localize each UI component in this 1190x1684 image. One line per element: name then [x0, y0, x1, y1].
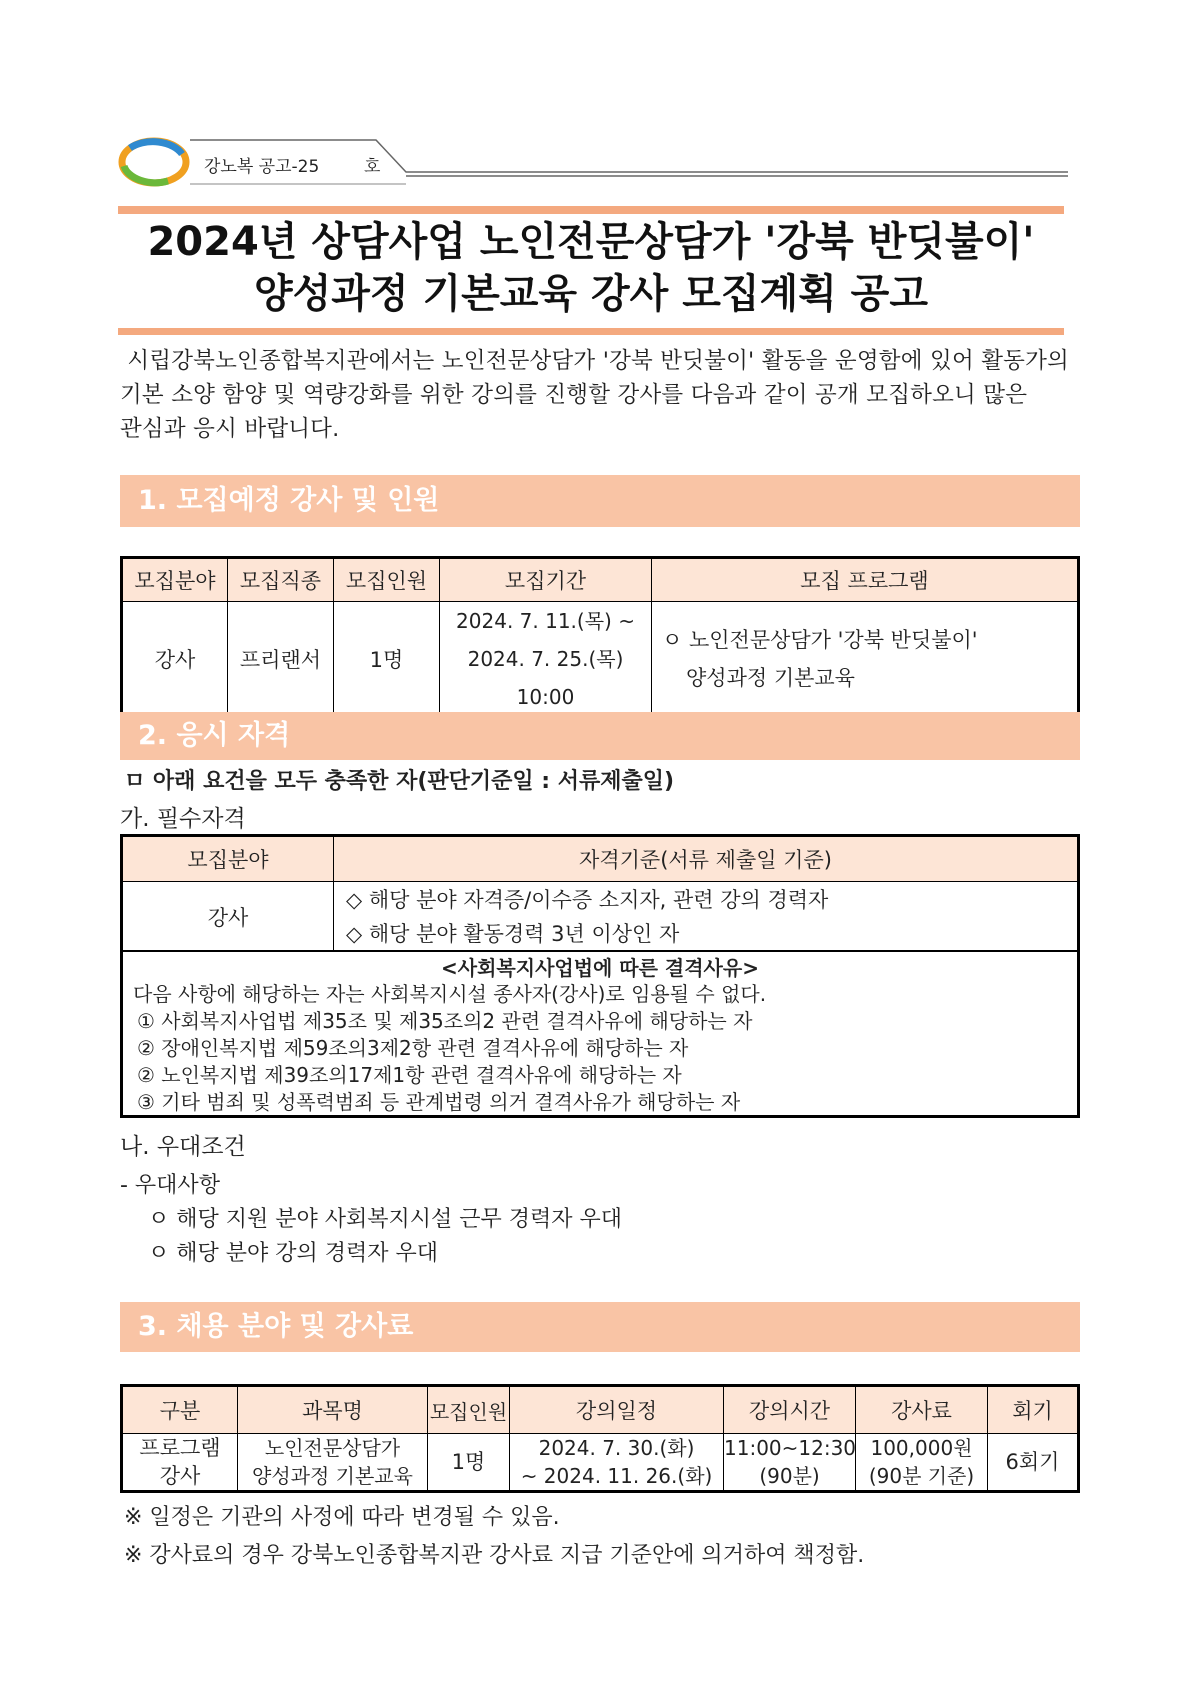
period-end: 2024. 7. 25.(목) 10:00 [467, 647, 624, 709]
section-3-heading: 3. 채용 분야 및 강사료 [120, 1302, 1080, 1352]
count-cell: 1명 [334, 602, 440, 718]
section-2-heading: 2. 응시 자격 [120, 712, 1080, 760]
disqualification-item: ① 사회복지사업법 제35조 및 제35조의2 관련 결격사유에 해당하는 자 [137, 1009, 753, 1033]
fee-table [120, 1384, 1080, 1493]
doc-number-tab [190, 138, 1070, 186]
program-line: ㅇ 노인전문상담가 '강북 반딧불이' [662, 628, 978, 652]
field-cell: 강사 [122, 882, 334, 952]
criteria-line: ◇ 해당 분야 자격증/이수증 소지자, 관련 강의 경력자 [346, 887, 829, 912]
intro-line: 관심과 응시 바랍니다. [120, 416, 340, 442]
time-line: 11:00~12:30 [724, 1436, 857, 1460]
title-top-bar [118, 206, 1064, 214]
fee-cell [856, 1434, 988, 1492]
sessions-cell: 6회기 [988, 1434, 1079, 1492]
table-header: 모집기간 [440, 558, 652, 602]
title-bottom-bar [118, 328, 1064, 335]
table-header: 모집분야 [122, 558, 228, 602]
table-header: 과목명 [238, 1386, 428, 1434]
note-line: ※ 일정은 기관의 사정에 따라 변경될 수 있음. [124, 1505, 560, 1530]
count-cell: 1명 [428, 1434, 510, 1492]
preference-item: ㅇ 해당 분야 강의 경력자 우대 [148, 1241, 438, 1266]
preference-item: ㅇ 해당 지원 분야 사회복지시설 근무 경력자 우대 [148, 1207, 622, 1232]
note-line: ※ 강사료의 경우 강북노인종합복지관 강사료 지급 기준안에 의거하여 책정함. [124, 1543, 865, 1568]
criteria-line: ◇ 해당 분야 활동경력 3년 이상인 자 [346, 921, 680, 946]
page-title [118, 216, 1064, 320]
sub-heading-preference: 나. 우대조건 [120, 1134, 246, 1160]
schedule-line: 2024. 7. 30.(화) [538, 1436, 695, 1460]
disqualification-item: ③ 기타 범죄 및 성폭력범죄 등 관계법령 의거 결격사유가 해당하는 자 [137, 1090, 741, 1114]
disqualification-box [120, 950, 1080, 1118]
fee-line: 100,000원 [870, 1436, 973, 1460]
criteria-cell [334, 882, 1079, 952]
title-line-2: 양성과정 기본교육 강사 모집계획 공고 [254, 271, 928, 317]
time-cell [724, 1434, 856, 1492]
disqualification-item: ② 노인복지법 제39조의17제1항 관련 결격사유에 해당하는 자 [137, 1063, 682, 1087]
intro-paragraph [120, 344, 1069, 446]
table-row [122, 882, 1079, 952]
category-line: 강사 [159, 1464, 201, 1488]
schedule-line: ~ 2024. 11. 26.(화) [520, 1464, 713, 1488]
qualification-table [120, 834, 1080, 952]
table-header: 자격기준(서류 제출일 기준) [334, 836, 1079, 882]
requirement-note: ㅁ 아래 요건을 모두 충족한 자(판단기준일 : 서류제출일) [124, 769, 675, 794]
table-header: 모집인원 [334, 558, 440, 602]
subject-line: 노인전문상담가 [264, 1436, 401, 1460]
doc-number: 강노복 공고-25 [204, 157, 320, 177]
table-header: 모집직종 [228, 558, 334, 602]
table-header: 모집 프로그램 [652, 558, 1079, 602]
title-line-1: 2024년 상담사업 노인전문상담가 '강북 반딧불이' [147, 219, 1035, 265]
fee-line: (90분 기준) [868, 1464, 975, 1488]
table-header: 구분 [122, 1386, 238, 1434]
table-header: 강의시간 [724, 1386, 856, 1434]
program-cell [652, 602, 1079, 718]
intro-line: 기본 소양 함양 및 역량강화를 위한 강의를 진행할 강사를 다음과 같이 공개 모집하오니 많은 [120, 382, 1028, 408]
doc-number-suffix: 호 [364, 157, 381, 177]
table-header: 강사료 [856, 1386, 988, 1434]
table-row [122, 602, 1079, 718]
job-cell: 프리랜서 [228, 602, 334, 718]
table-header: 강의일정 [510, 1386, 724, 1434]
category-cell [122, 1434, 238, 1492]
section-1-heading: 1. 모집예정 강사 및 인원 [120, 475, 1080, 527]
period-start: 2024. 7. 11.(목) ~ [456, 609, 635, 633]
sub-heading-required: 가. 필수자격 [120, 806, 246, 832]
category-line: 프로그램 [139, 1436, 221, 1460]
intro-line: 시립강북노인종합복지관에서는 노인전문상담가 '강북 반딧불이' 활동을 운영함에 있어 활동가의 [120, 348, 1069, 374]
program-line: 양성과정 기본교육 [686, 666, 855, 690]
recruitment-table [120, 556, 1080, 719]
subject-line: 양성과정 기본교육 [252, 1464, 413, 1488]
time-line: (90분) [759, 1464, 820, 1488]
table-header: 회기 [988, 1386, 1079, 1434]
disqualification-intro: 다음 사항에 해당하는 자는 사회복지시설 종사자(강사)로 임용될 수 없다. [133, 982, 767, 1006]
table-header: 모집인원 [428, 1386, 510, 1434]
preference-label: - 우대사항 [120, 1173, 220, 1198]
table-row [122, 1434, 1079, 1492]
subject-cell [238, 1434, 428, 1492]
schedule-cell [510, 1434, 724, 1492]
table-header: 모집분야 [122, 836, 334, 882]
disqualification-item: ② 장애인복지법 제59조의3제2항 관련 결격사유에 해당하는 자 [137, 1036, 689, 1060]
field-cell: 강사 [122, 602, 228, 718]
period-cell [440, 602, 652, 718]
disqualification-title: <사회복지사업법에 따른 결격사유> [441, 956, 759, 980]
organization-logo-icon [118, 136, 190, 188]
